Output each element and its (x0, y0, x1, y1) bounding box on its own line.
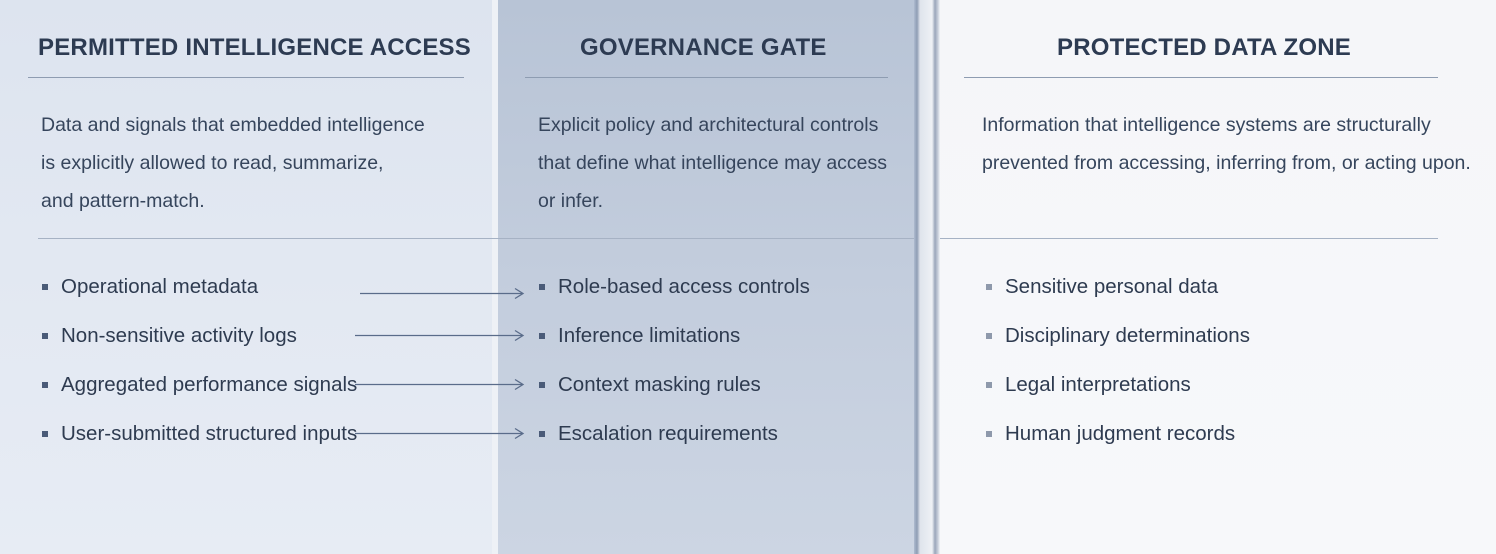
list-item (986, 409, 1250, 458)
list-item-label: Context masking rules (558, 372, 761, 396)
section-divider (38, 238, 914, 239)
list-item (539, 311, 810, 360)
list-item-label: User-submitted structured inputs (61, 421, 358, 445)
square-bullet-icon (539, 431, 545, 437)
gate-description-line: or infer. (538, 190, 604, 212)
list-item-label: Non-sensitive activity logs (61, 323, 297, 347)
permitted-title-rule (28, 77, 464, 78)
connector-arrow (360, 289, 523, 299)
list-item (42, 311, 357, 360)
list-item-label: Inference limitations (558, 323, 741, 347)
square-bullet-icon (42, 284, 48, 290)
list-item-label: Disciplinary determinations (1005, 323, 1250, 347)
protected-zone-description (982, 106, 1471, 182)
square-bullet-icon (42, 333, 48, 339)
permitted-access-title: PERMITTED INTELLIGENCE ACCESS (38, 34, 471, 61)
square-bullet-icon (539, 284, 545, 290)
protected-zone-title: PROTECTED DATA ZONE (1057, 34, 1352, 61)
permitted-description-line: Data and signals that embedded intelligence (41, 114, 425, 136)
protected-zone-panel (940, 0, 1496, 554)
list-item-label: Aggregated performance signals (61, 372, 358, 396)
gate-description-line: Explicit policy and architectural controls (538, 114, 879, 136)
gate-title-rule (525, 77, 888, 78)
square-bullet-icon (539, 333, 545, 339)
governance-gate-description (538, 106, 887, 220)
protected-description-line: Information that intelligence systems are structurally (982, 114, 1431, 136)
governance-gate-panel (498, 0, 914, 554)
square-bullet-icon (42, 382, 48, 388)
protected-items-list (986, 262, 1250, 458)
square-bullet-icon (986, 431, 992, 437)
gate-items-list (539, 262, 810, 458)
list-item-label: Human judgment records (1005, 421, 1236, 445)
protected-description-line: prevented from accessing, inferring from, or acting upon. (982, 152, 1471, 174)
connector-arrow (355, 429, 523, 439)
square-bullet-icon (42, 431, 48, 437)
list-item-label: Role-based access controls (558, 274, 810, 298)
list-item (539, 262, 810, 311)
square-bullet-icon (539, 382, 545, 388)
permitted-description-line: and pattern-match. (41, 190, 205, 212)
connector-arrow (355, 380, 523, 390)
protected-section-divider (940, 238, 1438, 239)
square-bullet-icon (986, 284, 992, 290)
list-item (42, 262, 357, 311)
gate-wall-separator (914, 0, 940, 554)
permitted-description-line: is explicitly allowed to read, summarize, (41, 152, 384, 174)
list-item-label: Escalation requirements (558, 421, 778, 445)
connector-arrows (350, 262, 530, 462)
square-bullet-icon (986, 333, 992, 339)
gate-description-line: that define what intelligence may access (538, 152, 888, 174)
list-item (539, 409, 810, 458)
list-item-label: Operational metadata (61, 274, 259, 298)
protected-title-rule (964, 77, 1438, 78)
square-bullet-icon (986, 382, 992, 388)
list-item (42, 360, 357, 409)
list-item (986, 262, 1250, 311)
list-item-label: Sensitive personal data (1005, 274, 1219, 298)
permitted-items-list (42, 262, 357, 458)
list-item (42, 409, 357, 458)
connector-arrow (355, 331, 523, 341)
permitted-access-description (41, 106, 425, 220)
list-item-label: Legal interpretations (1005, 372, 1191, 396)
list-item (539, 360, 810, 409)
list-item (986, 360, 1250, 409)
list-item (986, 311, 1250, 360)
governance-gate-title: GOVERNANCE GATE (580, 34, 827, 61)
